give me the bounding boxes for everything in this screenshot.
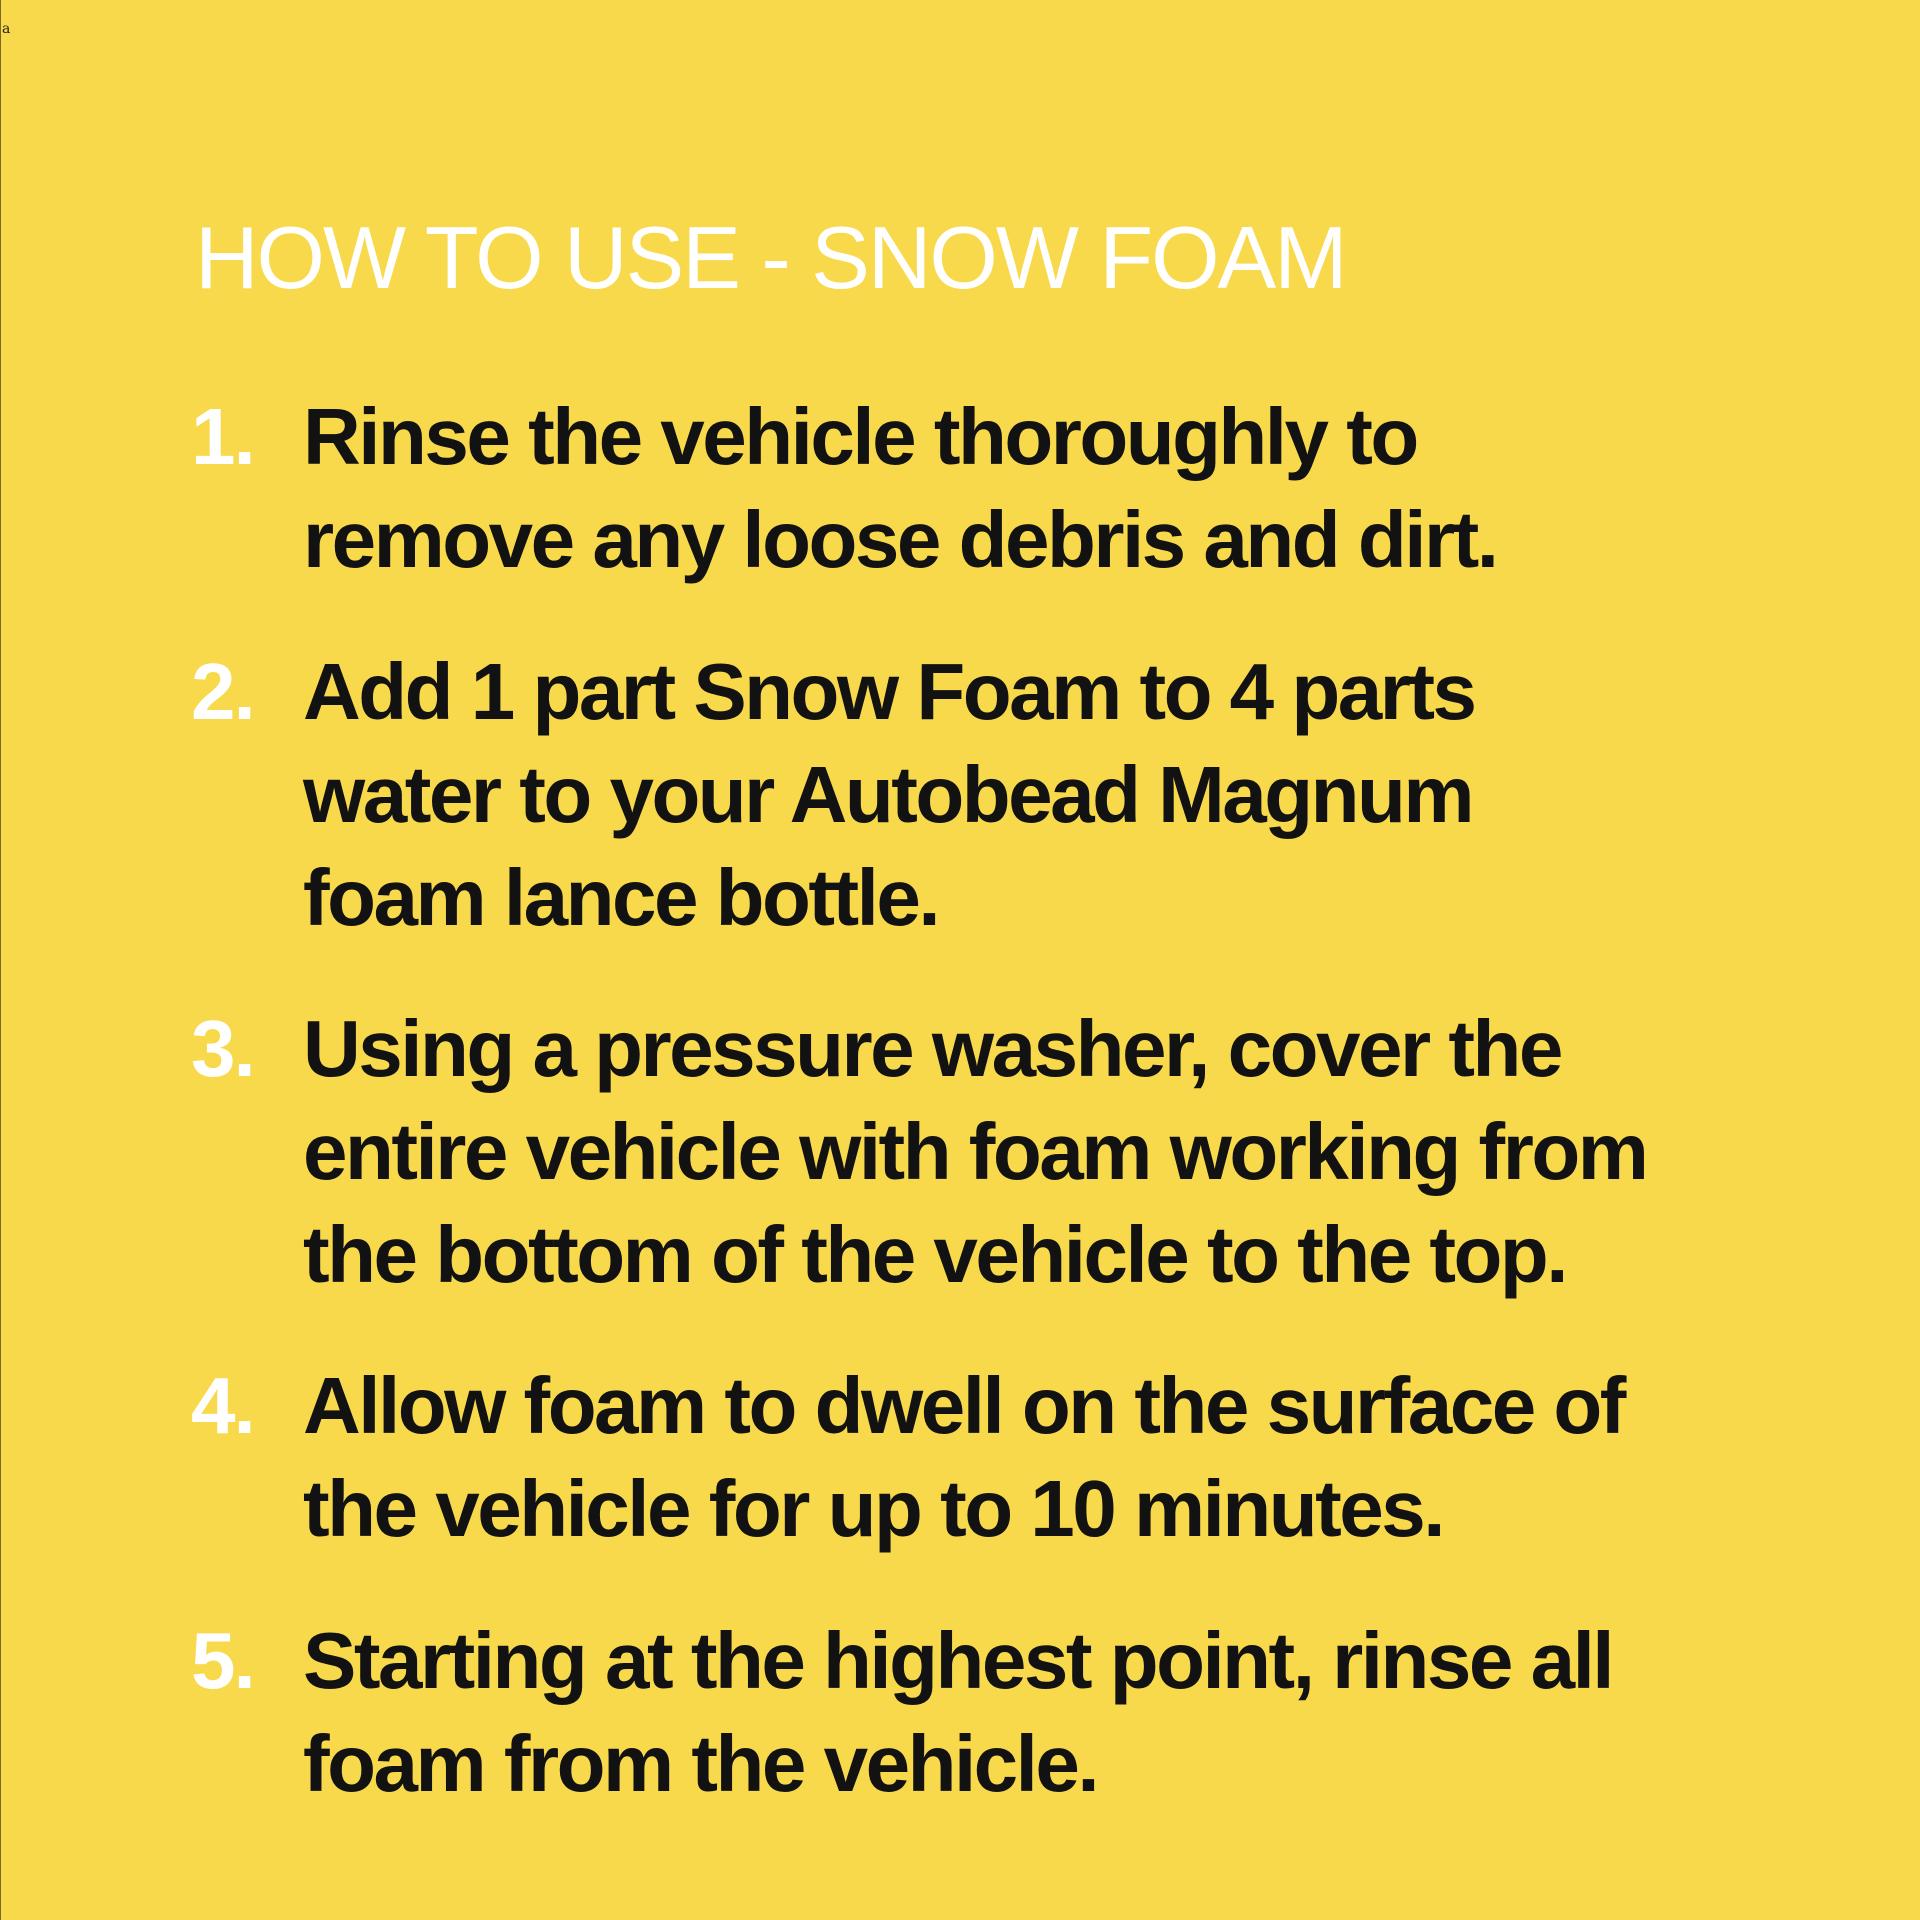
step-number: 2.	[191, 647, 254, 736]
step-text: Add 1 part Snow Foam to 4 parts water to your Autobead Magnum foam lance bottle.	[303, 647, 1475, 942]
step-number: 3.	[191, 1004, 254, 1093]
page-title: HOW TO USE - SNOW FOAM	[195, 208, 1346, 307]
step-number: 5.	[191, 1616, 254, 1705]
step-number: 4.	[191, 1361, 254, 1450]
step-text: Using a pressure washer, cover the entire vehicle with foam working from the bottom of the vehicle to the top.	[303, 1004, 1647, 1299]
step-text: Allow foam to dwell on the surface of the vehicle for up to 10 minutes.	[303, 1361, 1624, 1553]
corner-mark: a	[2, 21, 11, 37]
step-text: Rinse the vehicle thoroughly to remove any loose debris and dirt.	[303, 392, 1497, 584]
step-text: Starting at the highest point, rinse all foam from the vehicle.	[303, 1616, 1613, 1808]
step-number: 1.	[191, 392, 254, 481]
